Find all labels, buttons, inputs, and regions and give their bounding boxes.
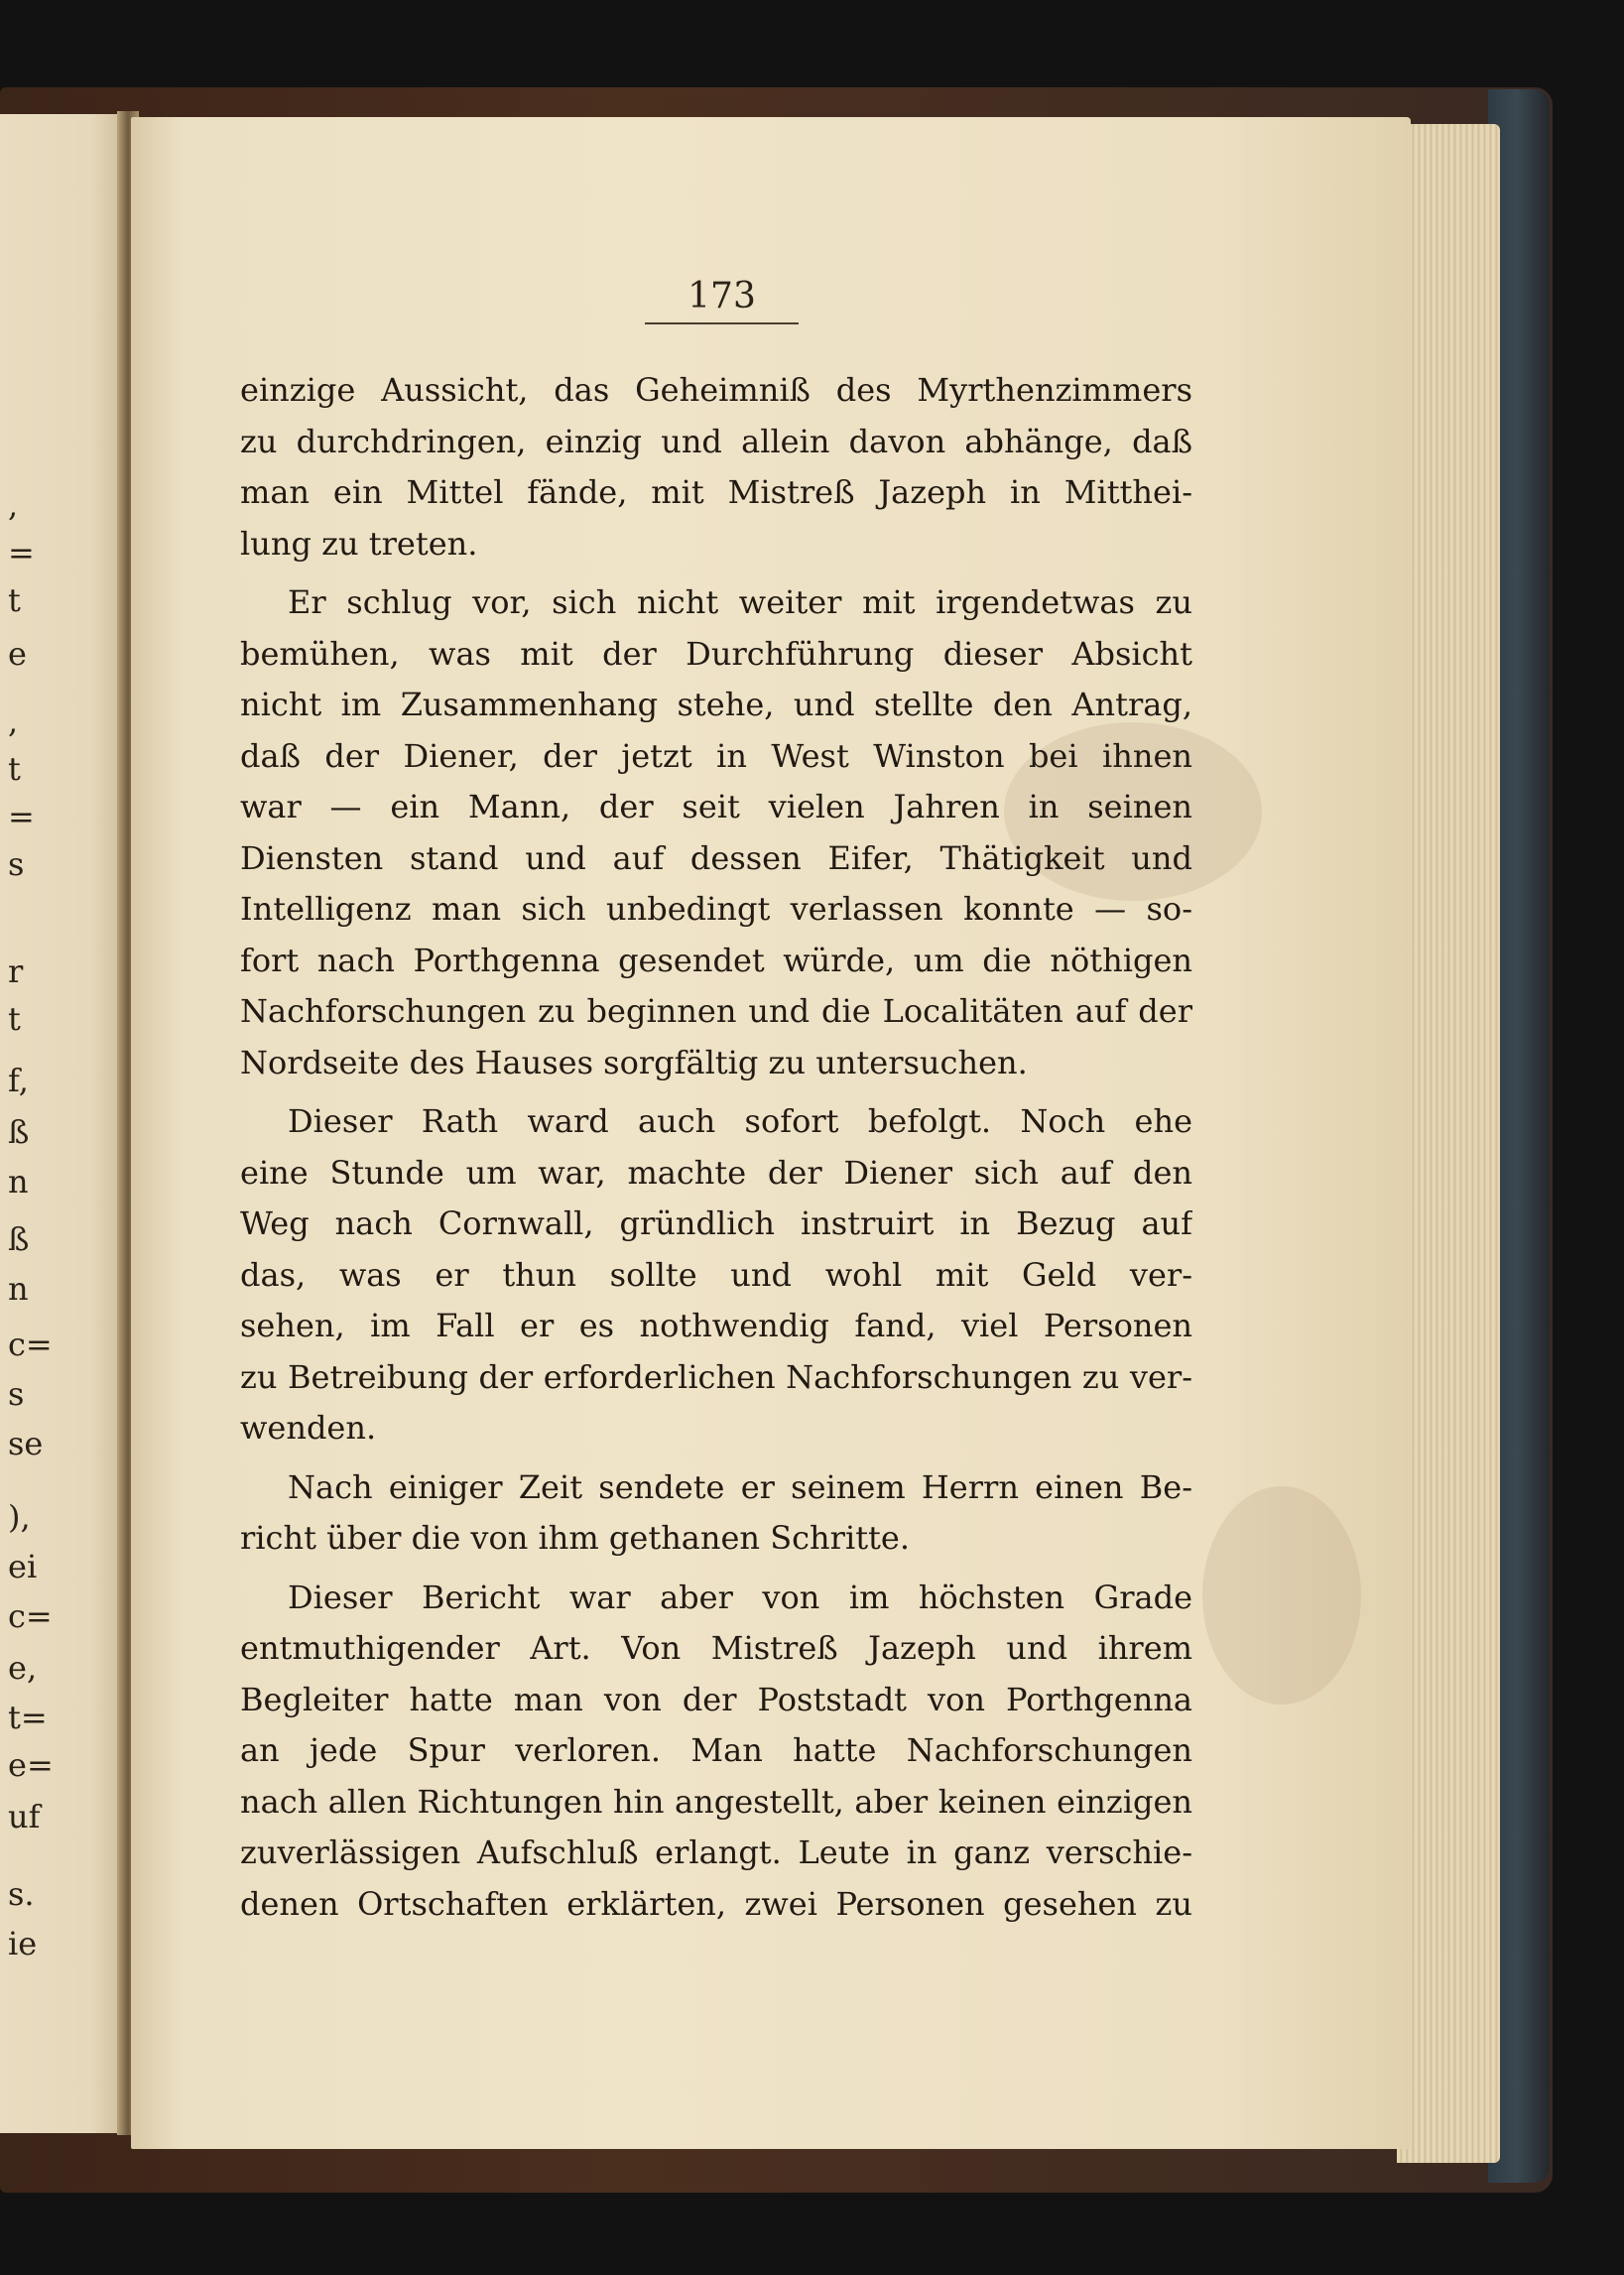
text-line: richt über die von ihm gethanen Schritte.	[240, 1519, 911, 1557]
left-page-fragment: t	[8, 750, 21, 788]
text-line: an jede Spur verloren. Man hatte Nachforschungen	[240, 1731, 1192, 1769]
left-page-fragment: s	[8, 1375, 25, 1413]
left-page-fragment: n	[8, 1163, 29, 1201]
text-line: Nordseite des Hauses sorgfältig zu untersuchen.	[240, 1043, 1028, 1081]
text-line: zu durchdringen, einzig und allein davon abhänge, daß	[240, 422, 1192, 460]
text-line: war — ein Mann, der seit vielen Jahren in seinen	[240, 788, 1192, 825]
text-line: Nachforschungen zu beginnen und die Localitäten auf der	[240, 992, 1192, 1030]
text-line: lung zu treten.	[240, 524, 478, 563]
left-page-fragment: ,	[8, 702, 19, 740]
left-page-fragment: e=	[8, 1746, 54, 1784]
text-line: Diensten stand und auf dessen Eifer, Thätigkeit und	[240, 838, 1192, 877]
page-edges	[1397, 124, 1500, 2163]
text-line: Nach einiger Zeit sendete er seinem Herrn einen Be-	[288, 1467, 1192, 1506]
left-page-fragment: =	[8, 798, 35, 835]
page-number: 173	[645, 276, 799, 324]
text-line: einzige Aussicht, das Geheimniß des Myrthenzimmers	[240, 371, 1192, 409]
left-page-fragment: se	[8, 1425, 44, 1462]
text-line: Dieser Rath ward auch sofort befolgt. Noch ehe	[288, 1102, 1192, 1140]
page-body-text	[240, 365, 1192, 1930]
text-line: nicht im Zusammenhang stehe, und stellte den Antrag,	[240, 686, 1192, 723]
left-page-fragment: ei	[8, 1548, 38, 1585]
left-page-fragment: f,	[8, 1062, 29, 1099]
left-page-fragment: uf	[8, 1798, 41, 1835]
text-line: das, was er thun sollte und wohl mit Geld ver-	[240, 1255, 1192, 1294]
text-line: zu Betreibung der erforderlichen Nachforschungen zu ver-	[240, 1357, 1192, 1396]
text-line: bemühen, was mit der Durchführung dieser Absicht	[240, 634, 1192, 673]
text-line: eine Stunde um war, machte der Diener sich auf den	[240, 1153, 1192, 1192]
left-page-fragment: ),	[8, 1498, 31, 1536]
left-page-fragment: e,	[8, 1649, 38, 1687]
text-line: Weg nach Cornwall, gründlich instruirt in Bezug auf	[240, 1204, 1192, 1242]
left-page-fragment: e	[8, 635, 27, 673]
text-line: Intelligenz man sich unbedingt verlassen konnte — so-	[240, 890, 1192, 928]
text-line: daß der Diener, der jetzt in West Winston bei ihnen	[240, 736, 1192, 775]
left-page-fragment: ,	[8, 486, 19, 524]
text-line: Begleiter hatte man von der Poststadt von Porthgenna	[240, 1680, 1192, 1718]
text-line: zuverlässigen Aufschluß erlangt. Leute in ganz verschie-	[240, 1833, 1192, 1871]
text-line: man ein Mittel fände, mit Mistreß Jazeph in Mitthei-	[240, 473, 1192, 511]
left-page-fragment: ß	[8, 1220, 30, 1258]
left-page-fragment: s.	[8, 1875, 35, 1913]
text-line: sehen, im Fall er es nothwendig fand, viel Personen	[240, 1307, 1192, 1344]
text-line: Dieser Bericht war aber von im höchsten Grade	[288, 1578, 1192, 1616]
left-page-fragment: =	[8, 534, 35, 571]
text-line: denen Ortschaften erklärten, zwei Personen gesehen zu	[240, 1884, 1192, 1923]
left-page-fragment: ß	[8, 1113, 30, 1151]
left-page-fragment: t=	[8, 1699, 48, 1736]
left-page-fragment: n	[8, 1270, 29, 1308]
text-line: Er schlug vor, sich nicht weiter mit irgendetwas zu	[288, 583, 1192, 621]
text-line: fort nach Porthgenna gesendet würde, um die nöthigen	[240, 941, 1192, 979]
text-line: nach allen Richtungen hin angestellt, aber keinen einzigen	[240, 1782, 1192, 1821]
paper-stain	[1202, 1486, 1361, 1705]
left-page-fragment: c=	[8, 1326, 53, 1363]
left-page-fragment: t	[8, 581, 21, 619]
left-page-fragment: c=	[8, 1597, 53, 1635]
left-page	[0, 114, 129, 2133]
left-page-fragment: r	[8, 952, 24, 990]
text-line: entmuthigender Art. Von Mistreß Jazeph und ihrem	[240, 1629, 1192, 1667]
left-page-fragment: s	[8, 845, 25, 883]
text-line: wenden.	[240, 1409, 377, 1447]
left-page-fragment: ie	[8, 1925, 38, 1962]
left-page-fragment: t	[8, 1000, 21, 1038]
